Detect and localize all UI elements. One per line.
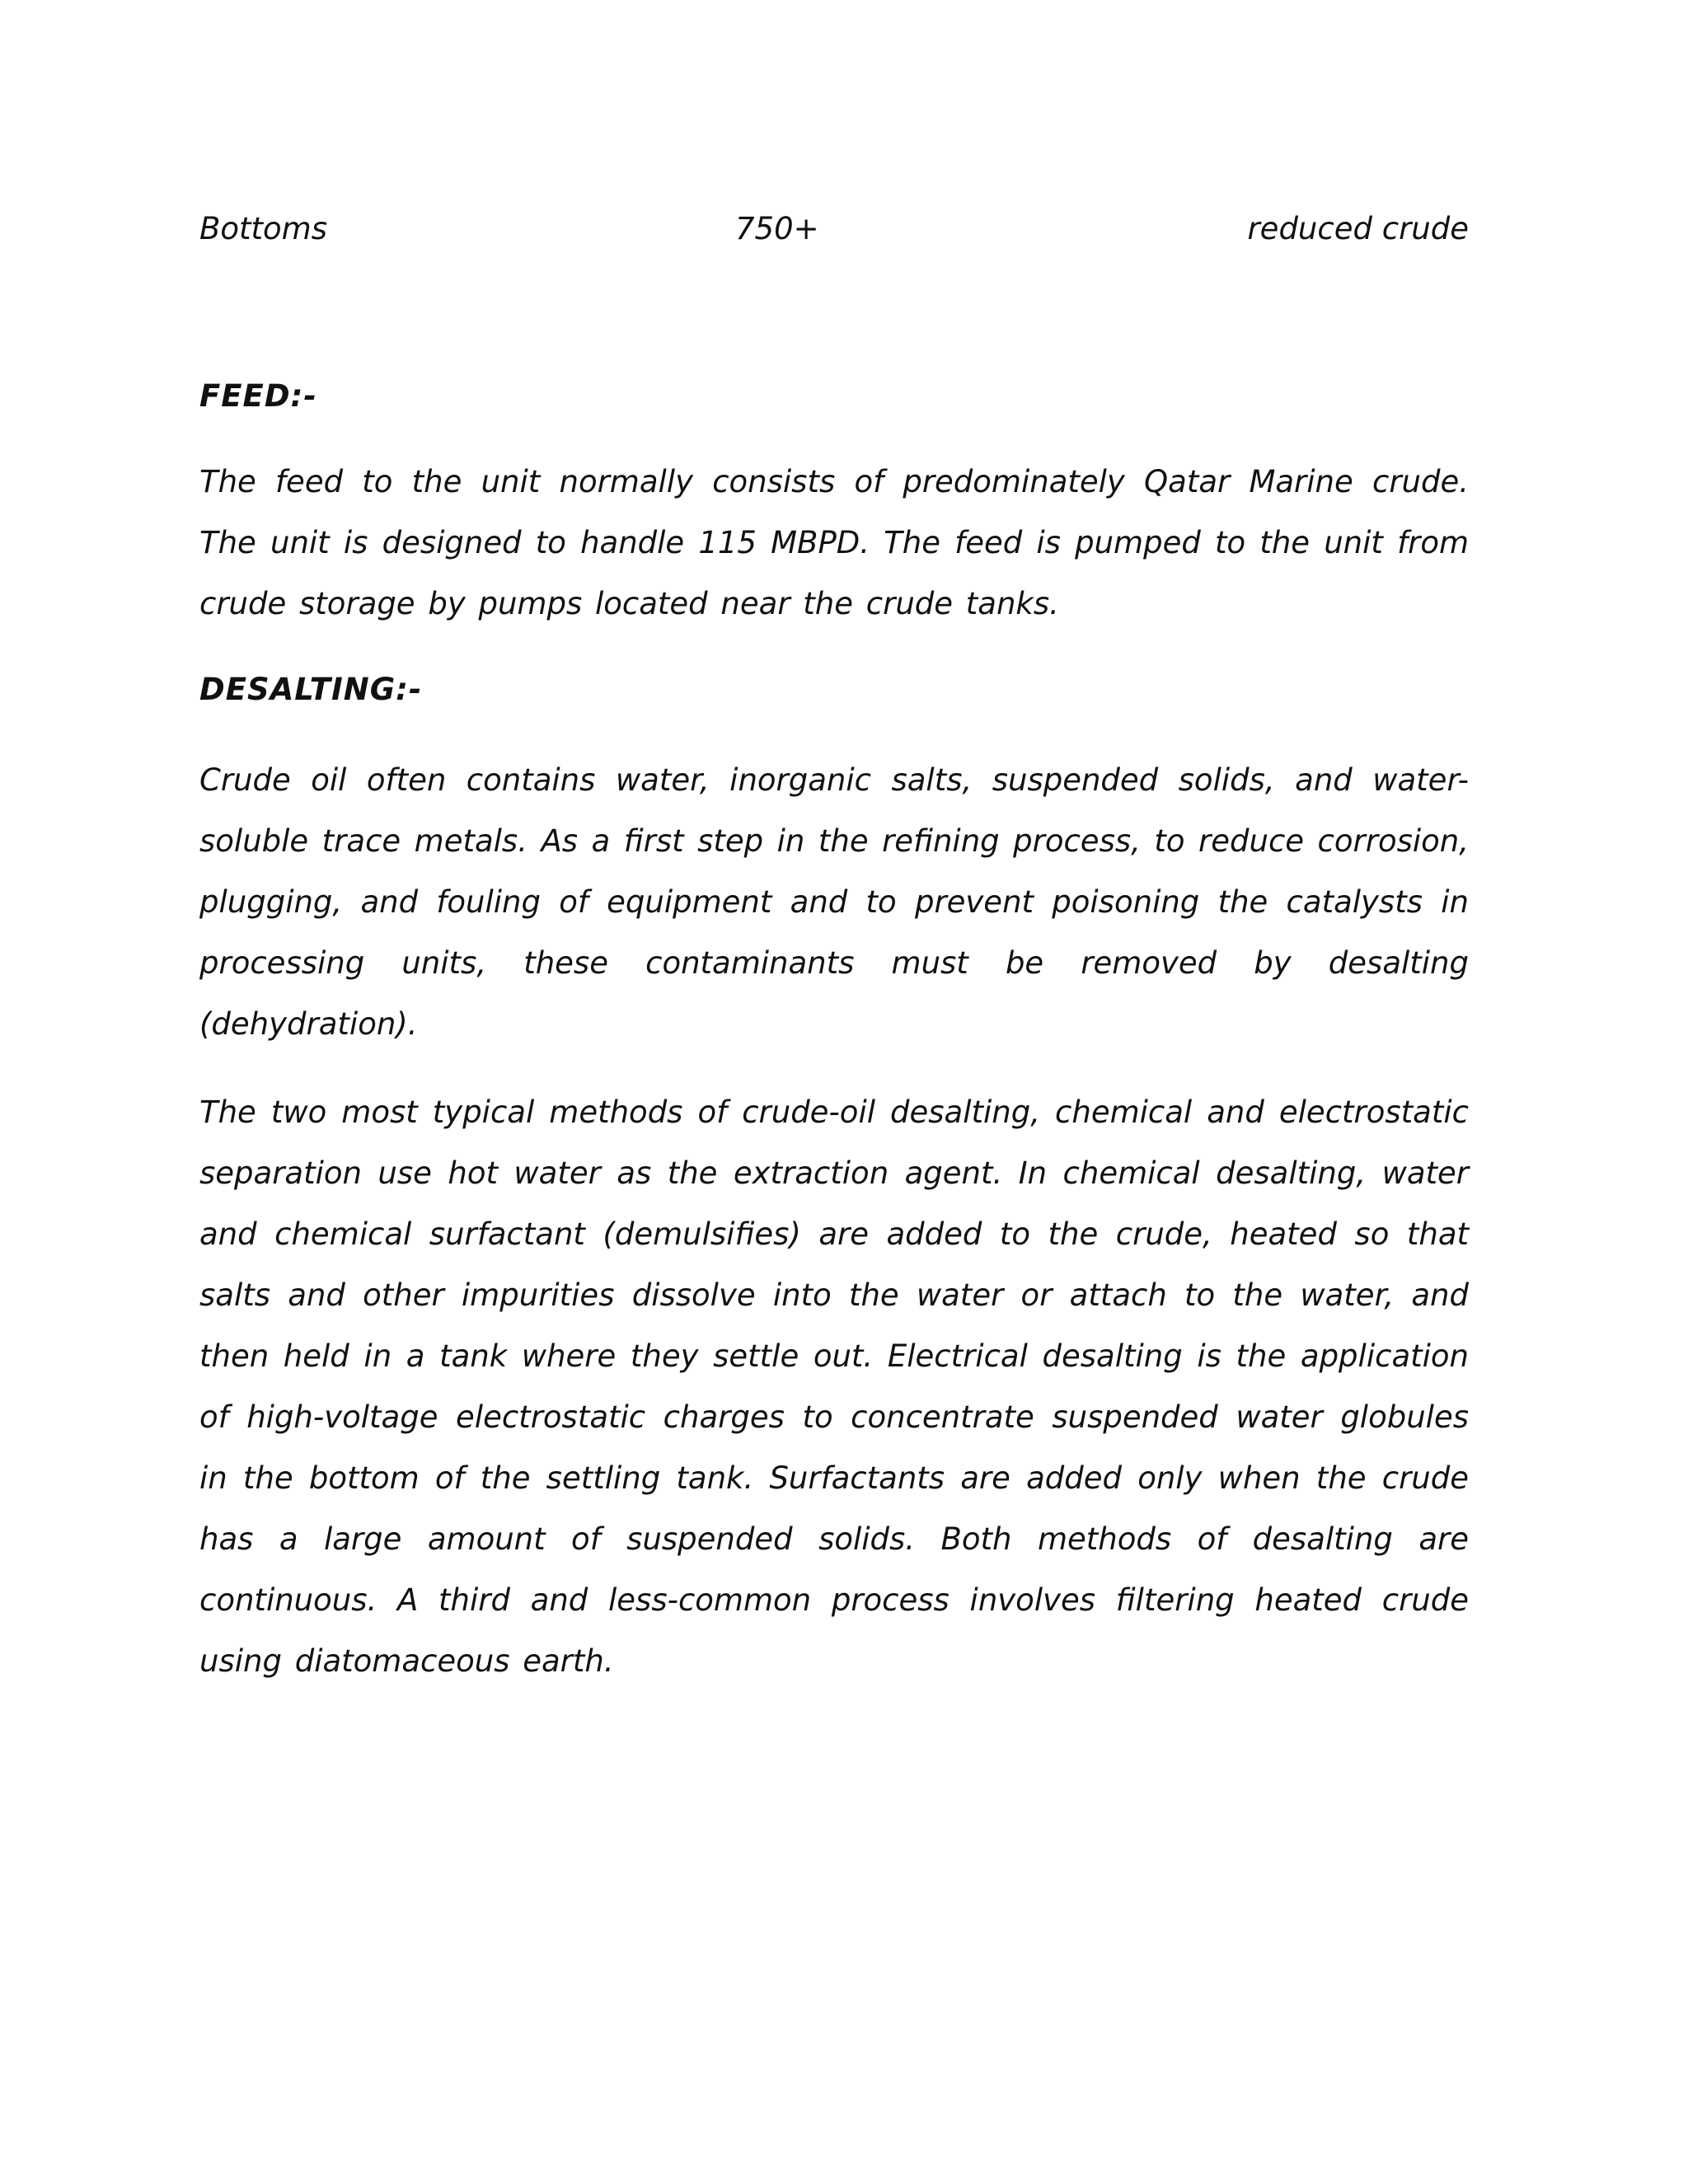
desalting-heading: DESALTING:- — [199, 672, 423, 707]
desalting-paragraph-2: The two most typical methods of crude-oil desalting, chemical and electrostatic separation use hot water as the extraction agent. In chemical desalting, water and chemical surfactant (demulsifies) are added to the crude, heated so that salts and other impurities dissolve into the water or attach to the water, and then held in a tank where they settle out. Electrical desalting is the application of high-voltage electrostatic charges to concentrate suspended water globules in the bottom of the settling tank. Surfactants are added only when the crude has a large amount of suspended solids. Both methods of desalting are continuous. A third and less-common process involves filtering heated crude using diatomaceous earth. — [199, 1094, 1469, 1679]
fraction-temperature: 750+ — [735, 211, 819, 246]
fraction-product: reduced crude — [1247, 211, 1469, 246]
fraction-name: Bottoms — [199, 211, 327, 246]
feed-paragraph: The feed to the unit normally consists of predominately Qatar Marine crude. The unit is designed to handle 115 MBPD. The feed is pumped to the unit from crude storage by pumps located near the crude tanks. — [199, 464, 1469, 621]
desalting-paragraph-1: Crude oil often contains water, inorganic salts, suspended solids, and water-soluble trace metals. As a first step in the refining process, to reduce corrosion, plugging, and fouling of equipment and to prevent poisoning the catalysts in processing units, these contaminants must be removed by desalting (dehydration). — [199, 762, 1469, 1042]
feed-heading: FEED:- — [199, 378, 317, 414]
fraction-table-row — [199, 204, 1469, 254]
